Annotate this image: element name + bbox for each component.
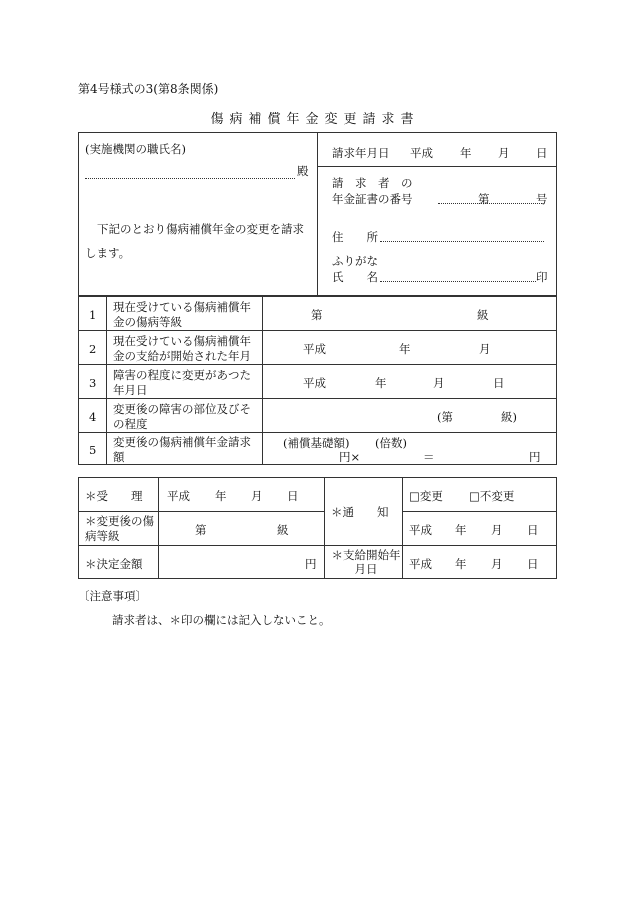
addressee-field[interactable]	[85, 165, 295, 179]
request-text-2: します。	[85, 246, 131, 260]
receipt-year: 年	[215, 489, 227, 503]
request-month: 月	[498, 146, 510, 160]
item-value[interactable]	[263, 433, 556, 464]
payment-era: 平成	[409, 557, 432, 571]
item-v1: 第	[311, 308, 323, 322]
item-v4: 日	[493, 376, 505, 390]
payment-month: 月	[491, 557, 503, 571]
item-no: 5	[89, 443, 97, 457]
payment-start-date[interactable]	[403, 546, 556, 578]
changed-checkbox[interactable]: □変更	[409, 489, 443, 503]
item-v1: 平成	[303, 376, 326, 390]
pension-cert-field[interactable]	[438, 203, 542, 204]
payment-start-label: ＊支給開始年月日	[331, 548, 401, 576]
item-row-5	[79, 433, 557, 465]
new-grade-value[interactable]	[159, 512, 324, 545]
request-era: 平成	[410, 146, 433, 160]
notes-heading: 〔注意事項〕	[78, 589, 147, 603]
honorific: 殿	[297, 164, 309, 178]
pension-cert-gou: 号	[536, 192, 548, 206]
item-no: 1	[89, 308, 97, 322]
receipt-date[interactable]	[159, 478, 324, 511]
item-value[interactable]	[263, 365, 556, 398]
notes-text: 請求者は、＊印の欄には記入しないこと。	[112, 613, 331, 627]
notice-day: 日	[527, 523, 539, 537]
form-code: 第4号様式の3(第8条関係)	[78, 82, 219, 96]
item-row-3	[79, 365, 557, 399]
item-label: 変更後の傷病補償年金請求額	[113, 435, 251, 464]
item-row-4	[79, 399, 557, 433]
item-v2: 級)	[501, 410, 517, 424]
item-v4: ＝	[423, 450, 435, 464]
item-v1: 平成	[303, 342, 326, 356]
notice-month: 月	[491, 523, 503, 537]
notice-date[interactable]	[403, 512, 556, 545]
item-v2: 年	[399, 342, 411, 356]
item-label: 現在受けている傷病補償年金の傷病等級	[113, 300, 251, 329]
items-table	[78, 296, 557, 465]
notice-year: 年	[455, 523, 467, 537]
name-label: 氏 名	[332, 270, 378, 284]
item-v1: (第	[437, 410, 453, 424]
request-day: 日	[536, 146, 548, 160]
request-year: 年	[460, 146, 472, 160]
item-v5: 円	[529, 450, 541, 464]
request-date-label: 請求年月日	[332, 146, 390, 160]
notice-label: ＊通 知	[331, 505, 389, 519]
addressee-label: (実施機関の職氏名)	[85, 142, 186, 156]
item-value[interactable]	[263, 297, 556, 330]
request-date-cell[interactable]	[318, 133, 556, 166]
office-use-table	[78, 477, 557, 579]
request-header-table	[78, 132, 557, 296]
item-label: 障害の程度に変更があつた年月日	[113, 368, 251, 397]
address-label: 住 所	[332, 230, 378, 244]
new-grade-label: ＊変更後の傷病等級	[85, 514, 154, 543]
item-v2: (倍数)	[375, 436, 407, 450]
item-no: 4	[89, 410, 97, 424]
receipt-era: 平成	[167, 489, 190, 503]
new-grade-kyu: 級	[277, 523, 289, 537]
payment-year: 年	[455, 557, 467, 571]
item-v2: 年	[375, 376, 387, 390]
item-label: 変更後の障害の部位及びその程度	[113, 402, 251, 431]
item-value[interactable]	[263, 399, 556, 432]
address-field[interactable]	[380, 241, 544, 242]
item-v2: 級	[477, 308, 489, 322]
payment-day: 日	[527, 557, 539, 571]
item-v3: 円×	[339, 450, 361, 464]
receipt-label: ＊受 理	[85, 489, 143, 503]
unchanged-checkbox[interactable]: □不変更	[469, 489, 515, 503]
seal-mark: 印	[536, 270, 548, 284]
decided-amount-yen: 円	[305, 557, 317, 571]
receipt-day: 日	[287, 489, 299, 503]
decided-amount-label: ＊決定金額	[85, 557, 143, 571]
decided-amount-value[interactable]	[159, 546, 324, 578]
item-row-1	[79, 297, 557, 331]
item-label: 現在受けている傷病補償年金の支給が開始された年月	[113, 334, 251, 363]
addressee-cell	[79, 133, 317, 295]
form-title: 傷病補償年金変更請求書	[210, 112, 420, 127]
pension-cert-dai: 第	[478, 192, 490, 206]
item-v3: 月	[479, 342, 491, 356]
item-no: 3	[89, 376, 97, 390]
claimant-cell	[318, 167, 556, 295]
claimant-label: 請 求 者 の	[332, 176, 413, 190]
request-text-1: 下記のとおり傷病補償年金の変更を請求	[97, 222, 304, 236]
item-v3: 月	[433, 376, 445, 390]
change-options[interactable]	[403, 478, 556, 511]
item-row-2	[79, 331, 557, 365]
furigana-label: ふりがな	[332, 254, 378, 268]
new-grade-dai: 第	[195, 523, 207, 537]
notice-era: 平成	[409, 523, 432, 537]
item-no: 2	[89, 342, 97, 356]
item-v1: (補償基礎額)	[283, 436, 350, 450]
item-value[interactable]	[263, 331, 556, 364]
name-field[interactable]	[380, 281, 536, 282]
pension-cert-label: 年金証書の番号	[332, 192, 413, 206]
receipt-month: 月	[251, 489, 263, 503]
